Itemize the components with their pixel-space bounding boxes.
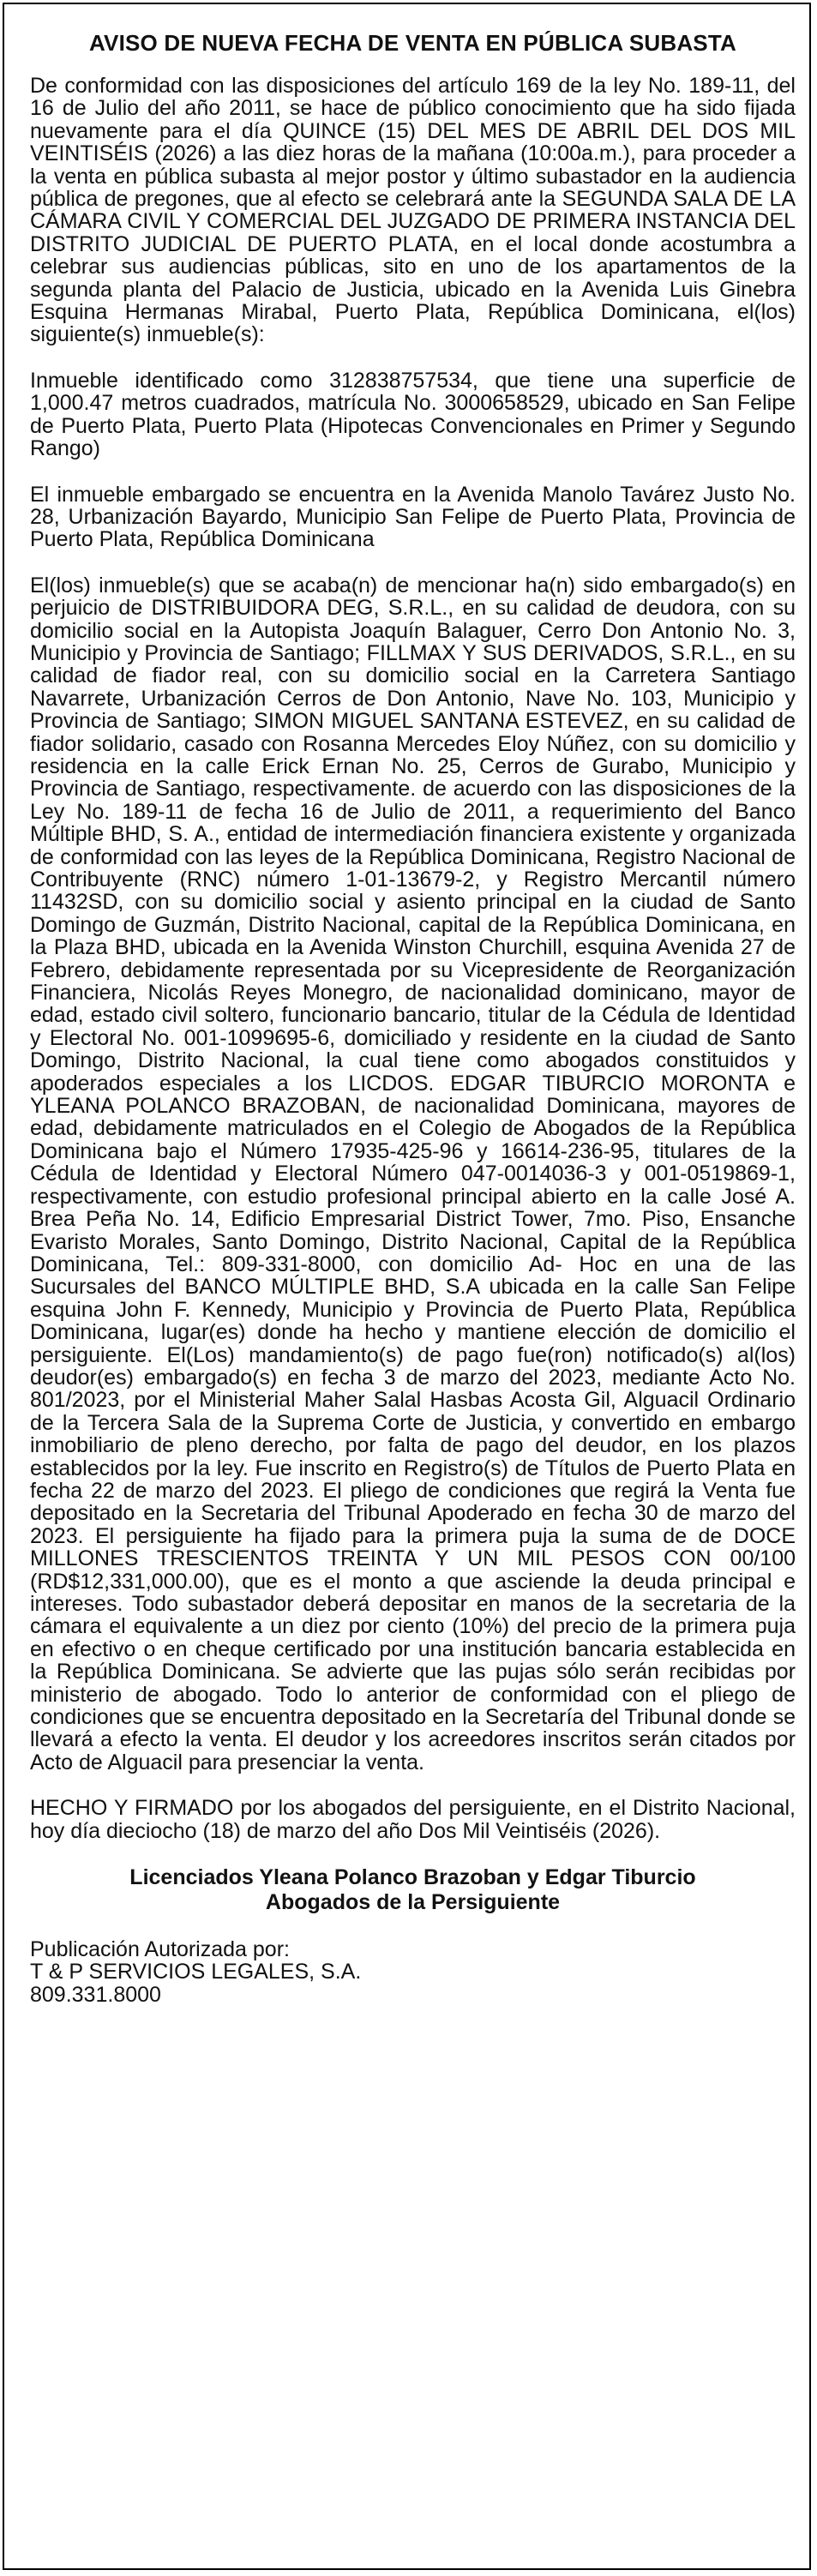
signature-role: Abogados de la Persiguiente <box>265 1890 561 1915</box>
publication-company: T & P SERVICIOS LEGALES, S.A. <box>30 1960 362 1985</box>
publication-block <box>30 1938 796 2006</box>
paragraph-auction-date: De conformidad con las disposiciones del artículo 169 de la ley No. 189-11, del 16 de Julio del año 2011, se hace de público conocimiento que ha sido fijada nuevamente para el día QUINCE (15) DEL MES DE ABRIL DEL DOS MIL VEINTISÉIS (2026) a las diez horas de la mañana (10:00a.m.), para proceder a la venta en pública subasta al mejor postor y último subastador en la audiencia pública de pregones, que al efecto se celebrará ante la SEGUNDA SALA DE LA CÁMARA CIVIL Y COMERCIAL DEL JUZGADO DE PRIMERA INSTANCIA DEL DISTRITO JUDICIAL DE PUERTO PLATA, en el local donde acostumbra a celebrar sus audiencias públicas, sito en uno de los apartamentos de la segunda planta del Palacio de Justicia, ubicado en la Avenida Luis Ginebra Esquina Hermanas Mirabal, Puerto Plata, República Dominicana, el(los) siguiente(s) inmueble(s): <box>30 74 796 347</box>
paragraph-signed: HECHO Y FIRMADO por los abogados del persiguiente, en el Distrito Nacional, hoy día dieciocho (18) de marzo del año Dos Mil Veintiséis (2026). <box>30 1796 796 1843</box>
paragraph-property-id: Inmueble identificado como 312838757534, que tiene una superficie de 1,000.47 metros cuadrados, matrícula No. 3000658529, ubicado en San Felipe de Puerto Plata, Puerto Plata (Hipotecas Convencionales en Primer y Segundo Rango) <box>30 368 796 461</box>
signature-block <box>30 1865 796 1915</box>
notice-title: AVISO DE NUEVA FECHA DE VENTA EN PÚBLICA SUBASTA <box>89 30 736 56</box>
publication-label: Publicación Autorizada por: <box>30 1937 290 1962</box>
paragraph-seizure-details: El(los) inmueble(s) que se acaba(n) de mencionar ha(n) sido embargado(s) en perjuicio de DISTRIBUIDORA DEG, S.R.L., en su calidad de deudora, con su domicilio social en la Autopista Joaquín Balaguer, Cerro Don Antonio No. 3, Municipio y Provincia de Santiago; FILLMAX Y SUS DERIVADOS, S.R.L., en su calidad de fiador real, con su domicilio social en la Carretera Santiago Navarrete, Urbanización Cerros de Don Antonio, Nave No. 103, Municipio y Provincia de Santiago; SIMON MIGUEL SANTANA ESTEVEZ, en su calidad de fiador solidario, casado con Rosanna Mercedes Eloy Núñez, con su domicilio y residencia en la calle Erick Ernan No. 25, Cerros de Gurabo, Municipio y Provincia de Santiago, respectivamente. de acuerdo con las disposiciones de la Ley No. 189-11 de fecha 16 de Julio de 2011, a requerimiento del Banco Múltiple BHD, S. A., entidad de intermediación financiera existente y organizada de conformidad con las leyes de la República Dominicana, Registro Nacional de Contribuyente (RNC) número 1-01-13679-2, y Registro Mercantil número 11432SD, con su domicilio social y asiento principal en la ciudad de Santo Domingo de Guzmán, Distrito Nacional, capital de la República Dominicana, en la Plaza BHD, ubicada en la Avenida Winston Churchill, esquina Avenida 27 de Febrero, debidamente representada por su Vicepresidente de Reorganización Financiera, Nicolás Reyes Monegro, de nacionalidad dominicano, mayor de edad, estado civil soltero, funcionario bancario, titular de la Cédula de Identidad y Electoral No. 001-1099695-6, domiciliado y residente en la ciudad de Santo Domingo, Distrito Nacional, la cual tiene como abogados constituidos y apoderados especiales a los LICDOS. EDGAR TIBURCIO MORONTA e YLEANA POLANCO BRAZOBAN, de nacionalidad Dominicana, mayores de edad, debidamente matriculados en el Colegio de Abogados de la República Dominicana bajo el Número 17935-425-96 y 16614-236-95, titulares de la Cédula de Identidad y Electoral Número 047-0014036-3 y 001-0519869-1, respectivamente, con estudio profesional principal abierto en la calle José A. Brea Peña No. 14, Edificio Empresarial District Tower, 7mo. Piso, Ensanche Evaristo Morales, Santo Domingo, Distrito Nacional, Capital de la República Dominicana, Tel.: 809-331-8000, con domicilio Ad- Hoc en una de las Sucursales del BANCO MÚLTIPLE BHD, S.A ubicada en la calle San Felipe esquina John F. Kennedy, Municipio y Provincia de Puerto Plata, República Dominicana, lugar(es) donde ha hecho y mantiene elección de domicilio el persiguiente. El(Los) mandamiento(s) de pago fue(ron) notificado(s) al(los) deudor(es) embargado(s) en fecha 3 de marzo del 2023, mediante Acto No. 801/2023, por el Ministerial Maher Salal Hasbas Acosta Gil, Alguacil Ordinario de la Tercera Sala de la Suprema Corte de Justicia, y convertido en embargo inmobiliario de pleno derecho, por falta de pago del deudor, en los plazos establecidos por la ley. Fue inscrito en Registro(s) de Títulos de Puerto Plata en fecha 22 de marzo del 2023. El pliego de condiciones que regirá la Venta fue depositado en la Secretaria del Tribunal Apoderado en fecha 30 de marzo del 2023. El persiguiente ha fijado para la primera puja la suma de de DOCE MILLONES TRESCIENTOS TREINTA Y UN MIL PESOS CON 00/100 (RD$12,331,000.00), que es el monto a que asciende la deuda principal e intereses. Todo subastador deberá depositar en manos de la secretaria de la cámara el equivalente a un diez por ciento (10%) del precio de la primera puja en efectivo o en cheque certificado por una institución bancaria establecida en la República Dominicana. Se advierte que las pujas sólo serán recibidas por ministerio de abogado. Todo lo anterior de conformidad con el pliego de condiciones que se encuentra depositado en la Secretaría del Tribunal donde se llevará a efecto la venta. El deudor y los acreedores inscritos serán citados por Acto de Alguacil para presenciar la venta. <box>30 573 796 1774</box>
notice-border <box>3 3 811 2570</box>
signature-names: Licenciados Yleana Polanco Brazoban y Edgar Tiburcio <box>129 1865 696 1890</box>
notice-content <box>30 28 796 2006</box>
paragraph-property-location: El inmueble embargado se encuentra en la Avenida Manolo Tavárez Justo No. 28, Urbanización Bayardo, Municipio San Felipe de Puerto Plata, Provincia de Puerto Plata, República Dominicana <box>30 482 796 552</box>
publication-phone: 809.331.8000 <box>30 1982 161 2007</box>
